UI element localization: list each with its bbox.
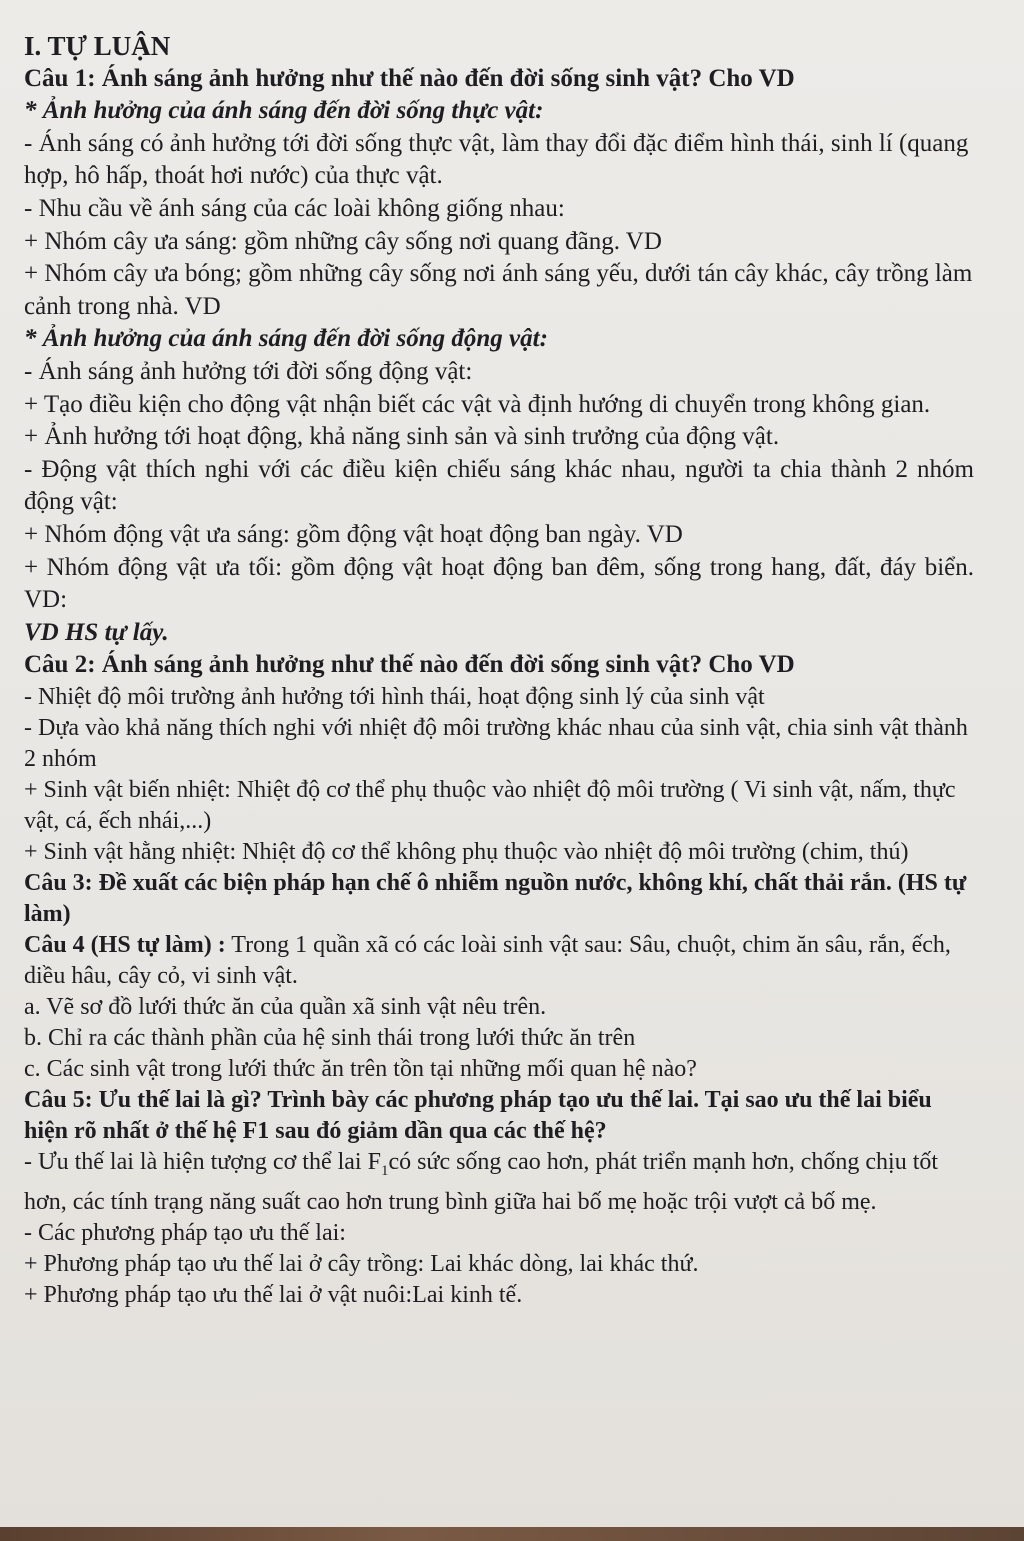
question-4-title: [24, 930, 974, 992]
q5-method-1: + Phương pháp tạo ưu thế lai ở cây trồng: Lai khác dòng, lai khác thứ.: [24, 1250, 699, 1277]
animals-line-4: - Động vật thích nghi với các điều kiện chiếu sáng khác nhau, người ta chia thành 2 nhóm động vật:: [24, 455, 974, 516]
question-4-label: Câu 4 (HS tự làm) :: [24, 931, 226, 958]
animals-line-6: + Nhóm động vật ưa tối: gồm động vật hoạt động ban đêm, sống trong hang, đất, đáy biển. VD:: [24, 553, 974, 614]
q4-part-b: b. Chỉ ra các thành phần của hệ sinh thái trong lưới thức ăn trên: [24, 1024, 636, 1051]
question-5: [24, 1085, 974, 1311]
animals-line-1: - Ánh sáng ảnh hưởng tới đời sống động vật:: [24, 357, 473, 385]
example-note: VD HS tự lấy.: [24, 618, 169, 646]
q5-definition-subscript: 1: [380, 1162, 389, 1179]
animals-line-2: + Tạo điều kiện cho động vật nhận biết các vật và định hướng di chuyển trong không gian.: [24, 390, 931, 418]
plants-line-3: + Nhóm cây ưa sáng: gồm những cây sống nơi quang đãng. VD: [24, 227, 662, 255]
q5-definition-end: có sức sống cao hơn, phát triển mạnh hơn, chống chịu tốt hơn, các tính trạng năng suất cao hơn trung bình giữa hai bố mẹ hoặc trội vượt cả bố mẹ.: [24, 1148, 939, 1215]
question-3: [24, 868, 974, 930]
question-5-title: Câu 5: Ưu thế lai là gì? Trình bày các phương pháp tạo ưu thế lai. Tại sao ưu thế lai biểu hiện rõ nhất ở thế hệ F1 sau đó giảm dần qua các thế hệ?: [24, 1086, 932, 1144]
animals-line-5: + Nhóm động vật ưa sáng: gồm động vật hoạt động ban ngày. VD: [24, 520, 683, 548]
q5-methods: - Các phương pháp tạo ưu thế lai:: [24, 1219, 346, 1246]
table-edge: [0, 1527, 1024, 1541]
animals-line-3: + Ảnh hưởng tới hoạt động, khả năng sinh sản và sinh trưởng của động vật.: [24, 423, 780, 451]
question-2-title: Câu 2: Ánh sáng ảnh hưởng như thế nào đến đời sống sinh vật? Cho VD: [24, 651, 795, 679]
q4-part-c: c. Các sinh vật trong lưới thức ăn trên tồn tại những mối quan hệ nào?: [24, 1055, 697, 1082]
q2-line-3: + Sinh vật biến nhiệt: Nhiệt độ cơ thể phụ thuộc vào nhiệt độ môi trường ( Vi sinh vật, nấm, thực vật, cá, ếch nhái,...): [24, 776, 956, 834]
plants-line-4: + Nhóm cây ưa bóng; gồm những cây sống nơi ánh sáng yếu, dưới tán cây khác, cây trồng làm cảnh trong nhà. VD: [24, 260, 973, 320]
question-1: [24, 63, 974, 650]
q2-line-1: - Nhiệt độ môi trường ảnh hưởng tới hình thái, hoạt động sinh lý của sinh vật: [24, 683, 765, 710]
animals-heading: * Ảnh hưởng của ánh sáng đến đời sống động vật:: [24, 325, 548, 353]
plants-line-1: - Ánh sáng có ảnh hưởng tới đời sống thực vật, làm thay đổi đặc điểm hình thái, sinh lí (quang hợp, hô hấp, thoát hơi nước) của thực vật.: [24, 129, 969, 190]
q2-line-2: - Dựa vào khả năng thích nghi với nhiệt độ môi trường khác nhau của sinh vật, chia sinh vật thành 2 nhóm: [24, 714, 968, 772]
question-4: [24, 930, 974, 1085]
plants-line-2: - Nhu cầu về ánh sáng của các loài không giống nhau:: [24, 194, 565, 222]
question-1-title: Câu 1: Ánh sáng ảnh hưởng như thế nào đến đời sống sinh vật? Cho VD: [24, 64, 795, 92]
document-content: [24, 30, 974, 1311]
q5-definition: [24, 1147, 974, 1218]
question-3-title: Câu 3: Đề xuất các biện pháp hạn chế ô nhiễm nguồn nước, không khí, chất thải rắn. (HS tự làm): [24, 869, 967, 927]
q4-part-a: a. Vẽ sơ đồ lưới thức ăn của quần xã sinh vật nêu trên.: [24, 993, 547, 1020]
question-4-text: Trong 1 quần xã có các loài sinh vật sau: Sâu, chuột, chim ăn sâu, rắn, ếch, diều hâu, cây cỏ, vi sinh vật.: [24, 931, 951, 989]
q5-method-2: + Phương pháp tạo ưu thế lai ở vật nuôi:Lai kinh tế.: [24, 1281, 523, 1308]
q2-line-4: + Sinh vật hằng nhiệt: Nhiệt độ cơ thể không phụ thuộc vào nhiệt độ môi trường (chim, thú): [24, 838, 909, 865]
q5-definition-start: - Ưu thế lai là hiện tượng cơ thể lai F: [24, 1148, 381, 1175]
section-title: I. TỰ LUẬN: [24, 31, 171, 61]
question-2: [24, 649, 974, 868]
plants-heading: * Ảnh hưởng của ánh sáng đến đời sống thực vật:: [24, 97, 544, 125]
